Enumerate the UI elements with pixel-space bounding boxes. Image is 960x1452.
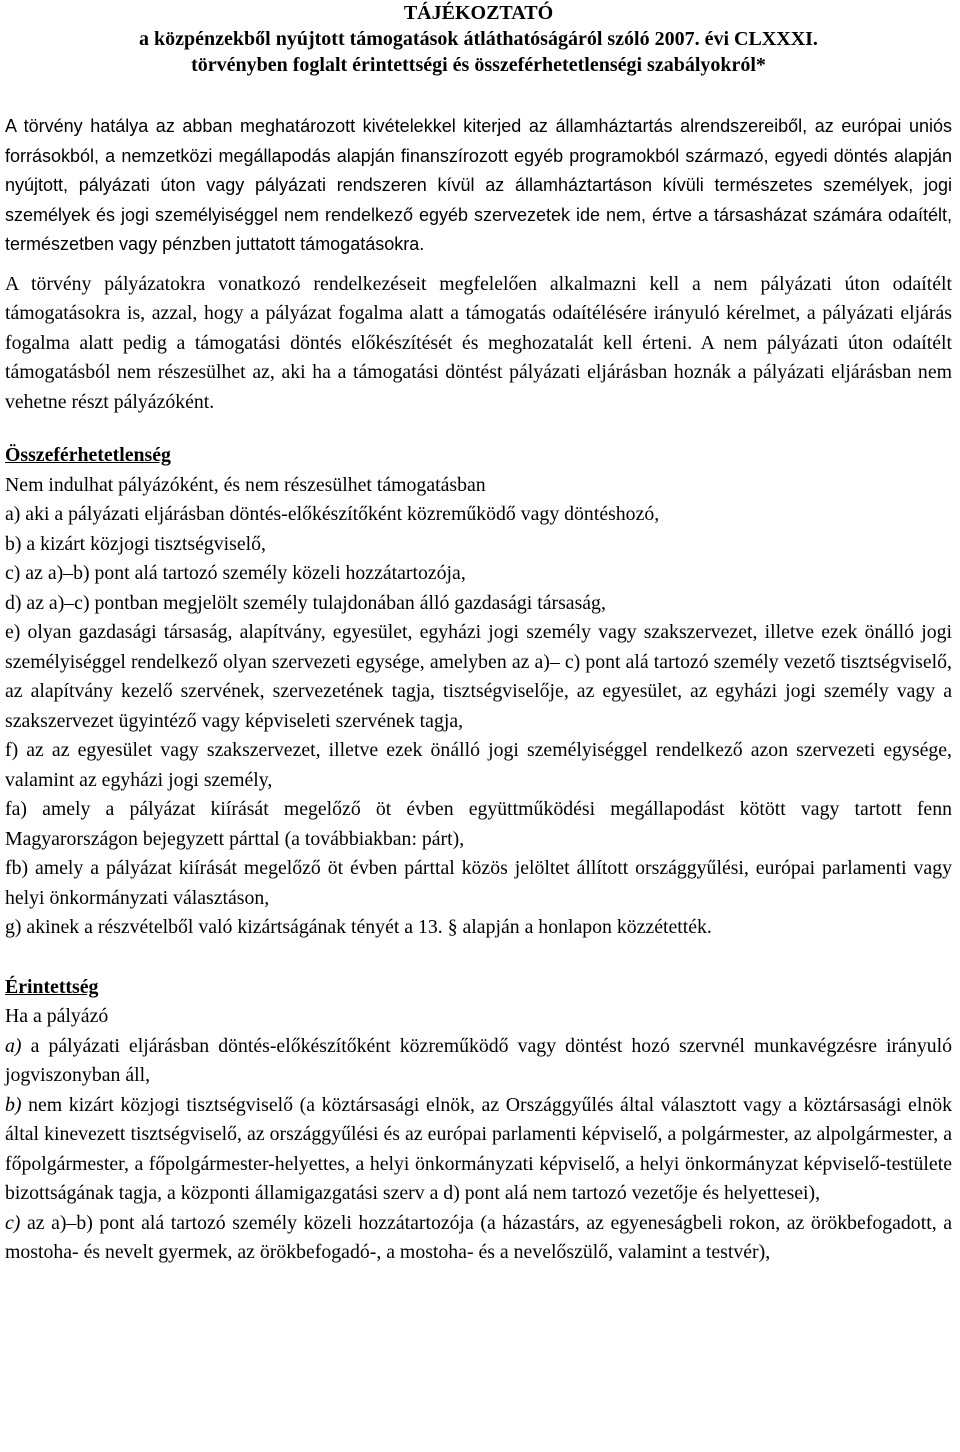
section-osszeferhetetlenseg [5, 441, 952, 943]
title-line-1: TÁJÉKOZTATÓ [403, 2, 554, 24]
item-text: nem kizárt közjogi tisztségviselő (a köztársasági elnök, az Országgyűlés által választott vagy a köztársasági elnök által kinevezett tisztségviselő, az országgyűlési és az európai parlamenti képviselő, a polgármester, az alpolgármester, a főpolgármester, a főpolgármester-helyettes, a helyi önkormányzati képviselő, a helyi önkormányzat képviselő-testülete bizottságának tagja, a központi államigazgatási szerv a d) pont alá nem tartozó vezetője és helyettesei), [5, 1093, 952, 1204]
intro-paragraph-2: A törvény pályázatokra vonatkozó rendelkezéseit megfelelően alkalmazni kell a nem pályázati úton odaítélt támogatásokra is, azzal, hogy a pályázat fogalma alatt a támogatás odaítélésére irányuló kérelmet, a pályázati eljárás fogalma alatt pedig a támogatási döntés előkészítését és meghozatalát kell érteni. A nem pályázati úton odaítélt támogatásból nem részesülhet az, aki ha a támogatási döntést pályázati eljárásban hoznák a pályázati eljárásban nem vehetne részt pályázóként. [5, 272, 952, 413]
list-item [5, 1032, 952, 1091]
list-item: d) az a)–c) pontban megjelölt személy tulajdonában álló gazdasági társaság, [5, 591, 606, 614]
item-label: c) [5, 1211, 21, 1234]
section-erintettseg [5, 973, 952, 1268]
item-label: a) [5, 1034, 22, 1057]
list-item: fa) amely a pályázat kiírását megelőző öt évben együttműködési megállapodást kötött vagy tartott fenn Magyarországon bejegyzett párttal (a továbbiakban: párt), [5, 798, 952, 850]
list-item [5, 1209, 952, 1268]
list-item: g) akinek a részvételből való kizártságának tényét a 13. § alapján a honlapon közzétették. [5, 916, 712, 938]
title-line-2: a közpénzekből nyújtott támogatások átláthatóságáról szóló 2007. évi CLXXXI. [139, 28, 818, 50]
list-item: c) az a)–b) pont alá tartozó személy közeli hozzátartozója, [5, 562, 466, 584]
list-item: f) az az egyesület vagy szakszervezet, illetve ezek önálló jogi személyiséggel rendelkező azon szervezeti egysége, valamint az egyházi jogi személy, [5, 739, 952, 791]
section-heading: Érintettség [5, 975, 99, 998]
section-lead: Nem indulhat pályázóként, és nem részesülhet támogatásban [5, 473, 486, 496]
intro-paragraph-1: A törvény hatálya az abban meghatározott kivételekkel kiterjed az államháztartás alrendszereiből, az európai uniós forrásokból, a nemzetközi megállapodás alapján finanszírozott egyéb programokból származó, egyedi döntés alapján nyújtott, pályázati úton vagy pályázati rendszeren kívül az államháztartáson kívüli természetes személyek, jogi személyek és jogi személyiséggel nem rendelkező egyéb szervezetek ide nem, értve a társasházat számára odaítélt, természetben vagy pénzben juttatott támogatásokra. [5, 116, 952, 254]
list-item: a) aki a pályázati eljárásban döntés-előkészítőként közreműködő vagy döntéshozó, [5, 503, 660, 525]
item-text: a pályázati eljárásban döntés-előkészítőként közreműködő vagy döntést hozó szervnél munkavégzésre irányuló jogviszonyban áll, [5, 1034, 952, 1086]
item-text: az a)–b) pont alá tartozó személy közeli hozzátartozója (a házastárs, az egyeneságbeli rokon, az örökbefogadott, a mostoha- és nevelt gyermek, az örökbefogadó-, a mostoha- és a nevelőszülő, valamint a testvér), [5, 1211, 952, 1263]
list-item: fb) amely a pályázat kiírását megelőző öt évben párttal közös jelöltet állított országgyűlési, európai parlamenti vagy helyi önkormányzati választáson, [5, 857, 952, 909]
list-item: b) a kizárt közjogi tisztségviselő, [5, 532, 266, 555]
section-lead: Ha a pályázó [5, 1005, 109, 1027]
item-label: b) [5, 1093, 22, 1116]
title-line-3: törvényben foglalt érintettségi és összeférhetetlenségi szabályokról* [191, 54, 766, 76]
list-item: e) olyan gazdasági társaság, alapítvány, egyesület, egyházi jogi személy vagy szakszervezet, illetve ezek önálló jogi személyiséggel rendelkező olyan szervezeti egysége, amelyben az a)– c) pont alá tartozó személy vezető tisztségviselő, az alapítvány kezelő szervének, szervezetének tagja, tisztségviselője, az egyesület, az egyházi jogi személy vagy a szakszervezet ügyintéző vagy képviseleti szervének tagja, [5, 621, 952, 732]
document-title [5, 0, 952, 78]
list-item [5, 1091, 952, 1209]
section-heading: Összeférhetetlenség [5, 444, 171, 466]
